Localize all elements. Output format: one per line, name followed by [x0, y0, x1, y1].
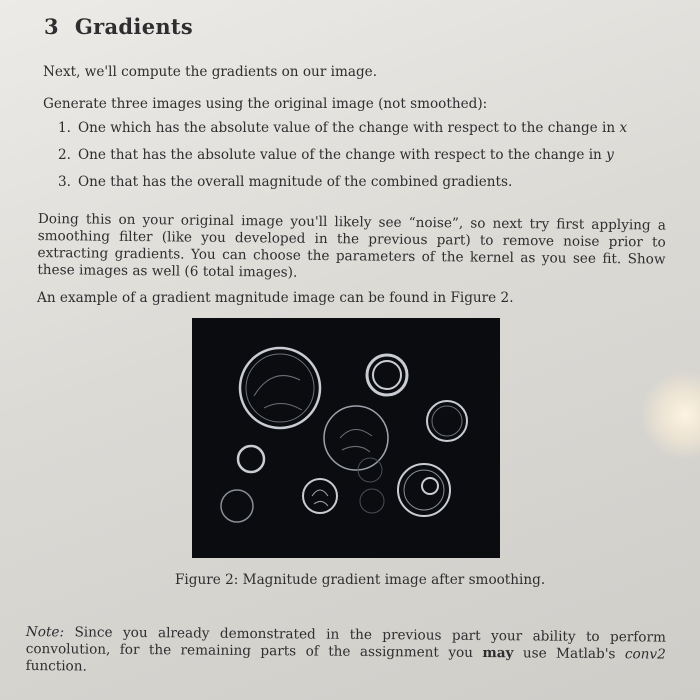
list-text: One that has the absolute value of the change with respect to the change in — [78, 147, 607, 163]
note-bold: may — [482, 644, 514, 662]
large-coin-inner — [246, 354, 314, 422]
list-number: 2. — [58, 147, 71, 163]
math-variable: x — [619, 120, 628, 136]
note-text-2: use Matlab's — [513, 645, 625, 663]
coin-engraving — [312, 490, 328, 506]
note-paragraph — [26, 624, 666, 681]
note-label: Note: — [25, 624, 65, 641]
function-name: conv2 — [624, 646, 666, 663]
medium-coin-outline — [324, 406, 388, 470]
large-coin-outline — [240, 348, 320, 428]
coin-engraving — [254, 376, 302, 410]
ring-inner — [373, 361, 401, 389]
list-number: 3. — [58, 174, 71, 190]
list-text: One which has the absolute value of the change with respect to the change in — [78, 120, 620, 136]
list-item — [58, 120, 627, 147]
note-text: Since you already demonstrated in the previous part your ability to perform convolution, for the remaining parts of the assignment you — [25, 624, 666, 661]
list-text: One that has the overall magnitude of the combined gradients. — [78, 174, 513, 190]
coin-engraving — [340, 429, 372, 452]
gradient-magnitude-figure — [192, 318, 500, 558]
right-coin-outline — [427, 401, 467, 441]
figure-image — [192, 318, 500, 558]
figure-reference: An example of a gradient magnitude image can be found in Figure 2. — [37, 290, 514, 306]
small-coin-outline — [221, 490, 253, 522]
dark-blob-two-outline — [360, 489, 384, 513]
bottom-right-ring — [422, 478, 438, 494]
list-item — [58, 174, 627, 201]
intro-text: Next, we'll compute the gradients on our image. — [43, 64, 378, 80]
mid-low-coin-outline — [303, 479, 337, 513]
section-title: Gradients — [74, 14, 194, 39]
noise-paragraph: Doing this on your original image you'll likely see “noise”, so next try first applying a smoothing filter (like you developed in the previous part) to remove noise prior to extracting gradients. You can choose the parameters of the kernel as you see fit. Show these images as well (6 total images). — [37, 211, 666, 281]
instruction-text: Generate three images using the original image (not smoothed): — [43, 96, 488, 112]
section-number: 3 — [44, 14, 59, 39]
list-number: 1. — [58, 120, 71, 136]
list-item — [58, 147, 627, 174]
right-coin-inner — [432, 406, 462, 436]
light-glare — [640, 370, 700, 460]
section-heading — [44, 14, 193, 39]
gradient-task-list — [58, 120, 627, 201]
note-text-3: function. — [25, 657, 87, 675]
small-ring-outline — [238, 446, 264, 472]
figure-caption: Figure 2: Magnitude gradient image after smoothing. — [175, 572, 546, 588]
math-variable: y — [606, 147, 614, 163]
